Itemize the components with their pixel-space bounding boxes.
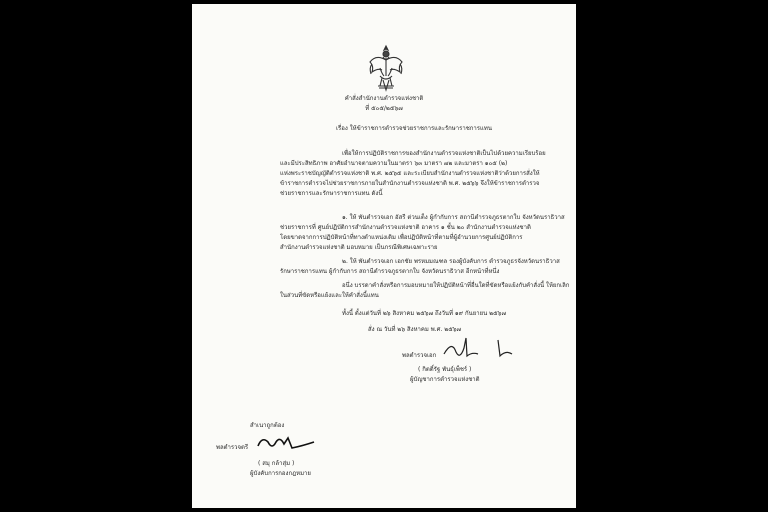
preamble-line: ข้าราชการตำรวจไปช่วยราชการภายในสำนักงานตำรวจแห่งชาติ พ.ศ. ๒๕๖๖ จึงให้ข้าราชการตำรวจ [280, 180, 540, 187]
certifier-name: ( สมุ กล้าสุ่ม ) [258, 460, 295, 467]
document-page [192, 4, 576, 508]
preamble-line: เพื่อให้การปฏิบัติราชการของสำนักงานตำรวจแห่งชาติเป็นไปด้วยความเรียบร้อย [342, 150, 546, 157]
order-date: สั่ง ณ วันที่ ๒๖ สิงหาคม พ.ศ. ๒๕๖๗ [368, 326, 462, 333]
certifier-signature [254, 432, 318, 454]
item1-line: สำนักงานตำรวจแห่งชาติ มอบหมาย เป็นกรณีพิเศษเฉพาะราย [280, 244, 438, 251]
order-subject: เรื่อง ให้ข้าราชการตำรวจช่วยราชการและรักษาราชการแทน [336, 125, 492, 132]
certifier-position: ผู้บังคับการกองกฎหมาย [250, 470, 311, 477]
copy-certified-label: สำเนาถูกต้อง [250, 422, 285, 429]
closing-line: ในส่วนที่ขัดหรือแย้งและให้คำสั่งนี้แทน [280, 292, 379, 299]
item1-line: ช่วยราชการที่ ศูนย์ปฏิบัติการสำนักงานตำรวจแห่งชาติ อาคาร ๑ ชั้น ๒๐ สำนักงานตำรวจแห่งชาติ [280, 224, 531, 231]
item1-line: ๑. ให้ พันตำรวจเอก อัสรี ต่วนเต็ง ผู้กำกับการ สถานีตำรวจภูธรตากใบ จังหวัดนราธิวาส [342, 214, 565, 221]
signer-name: ( กิตติ์รัฐ พันธุ์เพ็ชร์ ) [418, 366, 472, 373]
signer-position: ผู้บัญชาการตำรวจแห่งชาติ [410, 376, 480, 383]
effective-period: ทั้งนี้ ตั้งแต่วันที่ ๒๖ สิงหาคม ๒๕๖๗ ถึงวันที่ ๑๙ กันยายน ๒๕๖๗ [342, 310, 506, 317]
commander-signature [442, 334, 522, 362]
item2-line: ๒. ให้ พันตำรวจเอก เอกชัย พรหมมณฑล รองผู้บังคับการ ตำรวจภูธรจังหวัดนราธิวาส [342, 258, 560, 265]
closing-line: อนึ่ง บรรดาคำสั่งหรือการมอบหมายให้ปฏิบัติหน้าที่อื่นใดที่ขัดหรือแย้งกับคำสั่งนี้ ให้ยกเลิก [342, 282, 570, 289]
order-number: ที่ ๕๐๕/๒๕๖๗ [365, 105, 403, 112]
preamble-line: และมีประสิทธิภาพ อาศัยอำนาจตามความในมาตรา ๖๓ มาตรา ๗๒ และมาตรา ๑๐๕ (๒) [280, 160, 508, 167]
order-title: คำสั่งสำนักงานตำรวจแห่งชาติ [344, 95, 424, 102]
preamble-line: ช่วยราชการและรักษาราชการแทน ดังนี้ [280, 190, 383, 197]
certifier-rank: พลตำรวจตรี [216, 444, 249, 451]
preamble-line: แห่งพระราชบัญญัติตำรวจแห่งชาติ พ.ศ. ๒๕๖๕ และระเบียบสำนักงานตำรวจแห่งชาติว่าด้วยการสั่งให้ [280, 170, 540, 177]
item1-line: โดยขาดจากการปฏิบัติหน้าที่ทางตำแหน่งเดิม เพื่อปฏิบัติหน้าที่ตามที่ผู้อำนวยการศูนย์ปฏิบัติการ [280, 234, 523, 241]
garuda-emblem [366, 44, 406, 92]
item2-line: รักษาราชการแทน ผู้กำกับการ สถานีตำรวจภูธรตากใบ จังหวัดนราธิวาส อีกหน้าที่หนึ่ง [280, 268, 500, 275]
signer-rank: พลตำรวจเอก [402, 352, 437, 359]
